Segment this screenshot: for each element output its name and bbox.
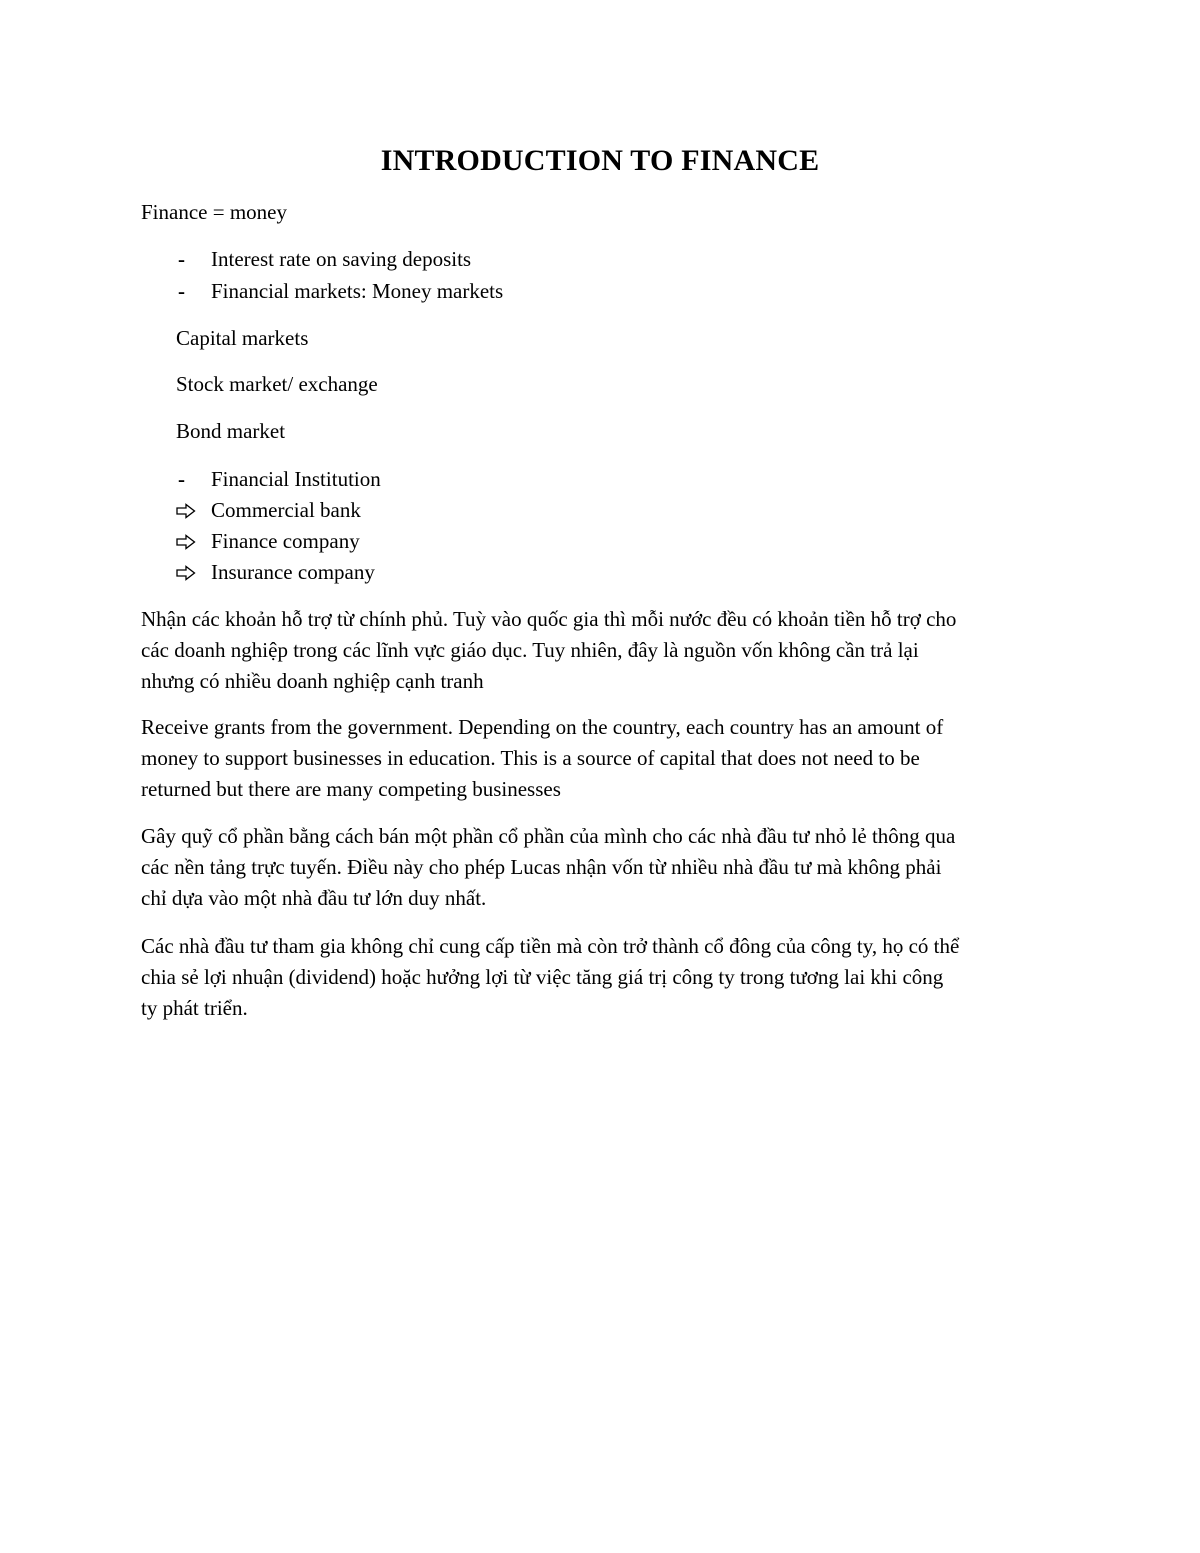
paragraph-line: Nhận các khoản hỗ trợ từ chính phủ. Tuỳ vào quốc gia thì mỗi nước đều có khoản tiền hỗ trợ cho (141, 607, 957, 631)
paragraph-vi-grants (141, 604, 1066, 697)
list-item: Financial markets: Money markets (211, 279, 504, 303)
list-item: Commercial bank (211, 498, 361, 522)
list-item: Financial Institution (211, 467, 381, 491)
dash-bullet-icon: - (178, 467, 185, 491)
paragraph-line: chỉ dựa vào một nhà đầu tư lớn duy nhất. (141, 886, 487, 910)
paragraph-line: nhưng có nhiều doanh nghiệp cạnh tranh (141, 669, 484, 693)
paragraph-line: returned but there are many competing businesses (141, 777, 561, 801)
intro-line: Finance = money (141, 200, 287, 224)
sub-market-item: Capital markets (176, 326, 309, 350)
paragraph-line: chia sẻ lợi nhuận (dividend) hoặc hưởng lợi từ việc tăng giá trị công ty trong tương lai khi công (141, 965, 944, 989)
dash-bullet-icon: - (178, 247, 185, 271)
list-item: Insurance company (211, 560, 375, 584)
list-item: Interest rate on saving deposits (211, 247, 472, 271)
arrow-right-icon (176, 557, 196, 588)
paragraph-line: money to support businesses in education. This is a source of capital that does not need to be (141, 746, 920, 770)
paragraph-en-grants (141, 712, 1066, 805)
list-item: Finance company (211, 529, 360, 553)
arrow-right-icon (176, 526, 196, 557)
paragraph-line: Gây quỹ cổ phần bằng cách bán một phần cổ phần của mình cho các nhà đầu tư nhỏ lẻ thông qua (141, 824, 956, 848)
paragraph-line: Các nhà đầu tư tham gia không chỉ cung cấp tiền mà còn trở thành cổ đông của công ty, họ có thể (141, 934, 960, 958)
paragraph-vi-crowdfunding (141, 821, 1066, 914)
paragraph-line: ty phát triển. (141, 996, 248, 1020)
paragraph-line: các nền tảng trực tuyến. Điều này cho phép Lucas nhận vốn từ nhiều nhà đầu tư mà không phải (141, 855, 942, 879)
sub-market-item: Stock market/ exchange (176, 372, 378, 396)
paragraph-line: các doanh nghiệp trong các lĩnh vực giáo dục. Tuy nhiên, đây là nguồn vốn không cần trả lại (141, 638, 919, 662)
arrow-right-icon (176, 495, 196, 526)
document-title: INTRODUCTION TO FINANCE (380, 144, 820, 177)
dash-bullet-icon: - (178, 279, 185, 303)
sub-market-item: Bond market (176, 419, 286, 443)
paragraph-vi-investors (141, 931, 1066, 1024)
paragraph-line: Receive grants from the government. Depending on the country, each country has an amount of (141, 715, 944, 739)
